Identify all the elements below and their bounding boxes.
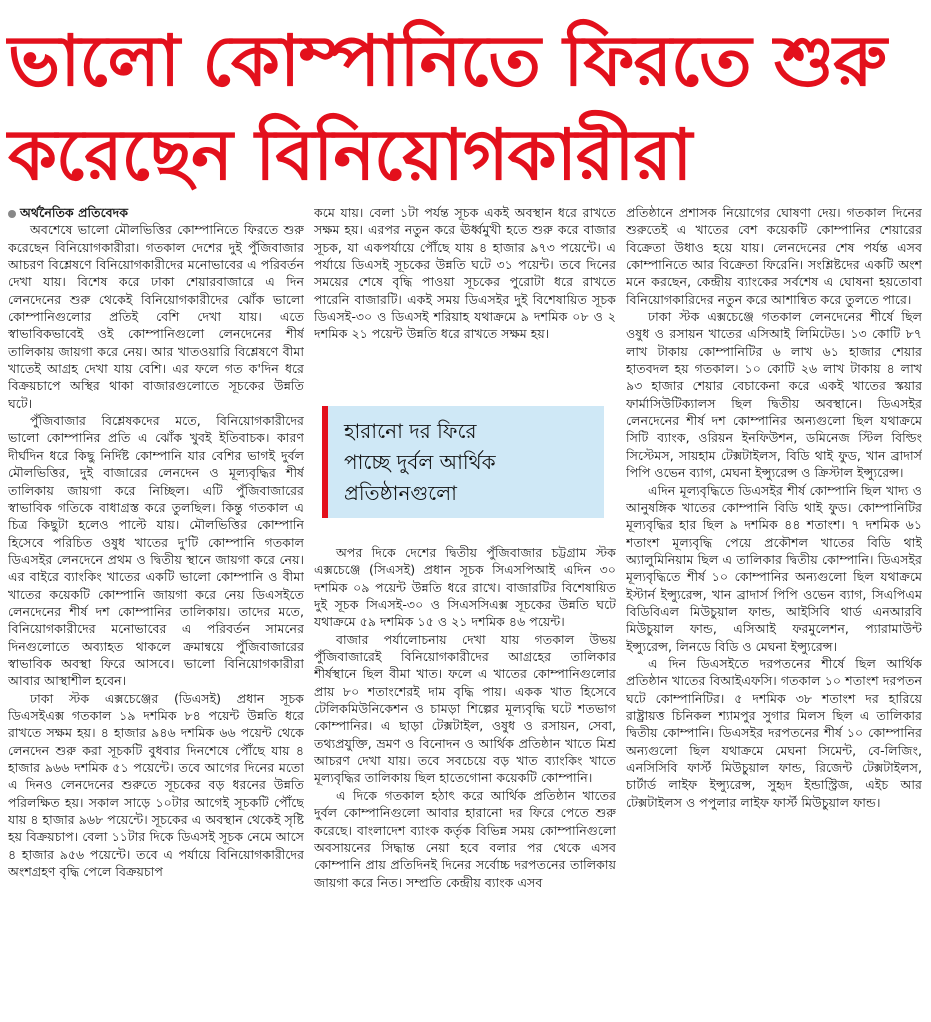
article-column-2-bottom [314, 544, 616, 1014]
paragraph: অবশেষে ভালো মৌলভিত্তির কোম্পানিতে ফিরতে শুরু করেছেন বিনিয়োগকারীরা। গতকাল দেশের দুই পুঁজিবাজার আচরণ বিশ্লেষণে বিনিয়োগকারীদের মনোভাবের এ পরিবর্তন দেখা যায়। বিশেষ করে ঢাকা শেয়ারবাজারে এ দিন লেনদেনের শুরু থেকেই বিনিয়োগকারীদের ঝোঁক ভালো কোম্পানিগুলোর প্রতিই বেশি দেখা যায়। এতে স্বাভাবিকভাবেই ওই কোম্পানিগুলো লেনদেনের শীর্ষ তালিকায় জায়গা করে নেয়। আর খাতওয়ারি বিশ্লেষণে বীমা খাতেই আগ্রহ দেখা যায় বেশি। এর ফলে গত ক'দিন ধরে বিক্রয়চাপে অস্থির থাকা বাজারগুলোতে সূচকের উন্নতি ঘটে। [8, 222, 304, 411]
paragraph: এ দিকে গতকাল হঠাৎ করে আর্থিক প্রতিষ্ঠান খাতের দুর্বল কোম্পানিগুলো আবার হারানো দর ফিরে পেতে শুরু করেছে। বাংলাদেশ ব্যাংক কর্তৃক বিভিন্ন সময় কোম্পানিগুলো অবসায়নের সিদ্ধান্ত নেয়া হবে বলার পর থেকে এসব কোম্পানি প্রায় প্রতিদিনই দিনের সর্বোচ্চ দরপতনের তালিকায় জায়গা করে নিত। সম্প্রতি কেন্দ্রীয় ব্যাংক এসব [314, 787, 616, 890]
bullet-icon [8, 210, 16, 218]
headline [8, 14, 923, 202]
paragraph: ঢাকা স্টক এক্সচেঞ্জের (ডিএসই) প্রধান সূচক ডিএসইএক্স গতকাল ১৯ দশমিক ৮৪ পয়েন্ট উন্নতি ধরে রাখতে সক্ষম হয়। ৪ হাজার ৯৪৬ দশমিক ৬৬ পয়েন্ট থেকে লেনদেন শুরু করা সূচকটি বুধবার দিনশেষে পৌঁছে যায় ৪ হাজার ৯৬৬ দশমিক ৫১ পয়েন্টে। তবে আগের দিনের মতো এ দিনও লেনদেনের শুরুতে সূচকের বড় ধরনের উন্নতি পরিলক্ষিত হয়। সকাল সাড়ে ১০টার আগেই সূচকটি পৌঁছে যায় ৪ হাজার ৯৬৮ পয়েন্টে। সূচকের এ অবস্থান থেকেই সৃষ্টি হয় বিক্রয়চাপ। বেলা ১১টার দিকে ডিএসই সূচক নেমে আসে ৪ হাজার ৯৫৬ পয়েন্টে। তবে এ পর্যায়ে বিনিয়োগকারীদের অংশগ্রহণ বৃদ্ধি পেলে বিক্রয়চাপ [8, 690, 304, 880]
article-column-1 [8, 204, 304, 1016]
paragraph: অপর দিকে দেশের দ্বিতীয় পুঁজিবাজার চট্টগ্রাম স্টক এক্সচেঞ্জে (সিএসই) প্রধান সূচক সিএসপিআই এদিন ৩০ দশমিক ০৯ পয়েন্ট উন্নতি ধরে রাখে। বাজারটির বিশেষায়িত দুই সূচক সিএসই-৩০ ও সিএসসিএক্স সূচকের উন্নতি ঘটে যথাক্রমে ৫৯ দশমিক ১৫ ও ২১ দশমিক ৪৬ পয়েন্ট। [314, 545, 616, 630]
article-column-3 [626, 204, 922, 1016]
paragraph: পুঁজিবাজার বিশ্লেষকদের মতে, বিনিয়োগকারীদের ভালো কোম্পানির প্রতি এ ঝোঁক খুবই ইতিবাচক। কারণ দীর্ঘদিন ধরে কিছু নির্দিষ্ট কোম্পানি যার বেশির ভাগই দুর্বল মৌলভিত্তির, দুই বাজারের লেনদেন ও মূল্যবৃদ্ধির শীর্ষ তালিকায় জায়গা করে নিচ্ছিল। এটি পুঁজিবাজারের স্বাভাবিক গতিকে বাধাগ্রস্ত করে তুলছিল। কিন্তু গতকাল এ চিত্র কিছুটা হলেও পাল্টে যায়। মৌলভিত্তির কোম্পানি হিসেবে পরিচিত ওষুধ খাতের দু'টি কোম্পানি গতকাল ডিএসইর লেনদেনে প্রথম ও দ্বিতীয় স্থানে জায়গা করে নেয়। এর বাইরে ব্যাংকিং খাতের একটি ভালো কোম্পানি ও বীমা খাতের কয়েকটি কোম্পানি জায়গা করে নেয় ডিএসইতে লেনদেনের শীর্ষ দশ কোম্পানির তালিকায়। তাদের মতে, বিনিয়োগকারীদের মনোভাবের এ পরিবর্তন সামনের দিনগুলোতে অব্যাহত থাকলে ক্রমান্বয়ে পুঁজিবাজারের স্বাভাবিক অবস্থা ফিরে আসবে। ভালো বিনিয়োগকারীরা আবার আস্থাশীল হবেন। [8, 413, 304, 689]
paragraph: বাজার পর্যালোচনায় দেখা যায় গতকাল উভয় পুঁজিবাজারেই বিনিয়োগকারীদের আগ্রহের তালিকার শীর্ষস্থানে ছিল বীমা খাত। ফলে এ খাতের কোম্পানিগুলোর প্রায় ৮০ শতাংশেরই দাম বৃদ্ধি পায়। একক খাত হিসেবে টেলিকমিউনিকেশন ও চামড়া শিল্পের মূল্যবৃদ্ধি ঘটে শতভাগ কোম্পানির। এ ছাড়া টেক্সটাইল, ওষুধ ও রসায়ন, সেবা, তথ্যপ্রযুক্তি, ভ্রমণ ও বিনোদন ও আর্থিক প্রতিষ্ঠান খাতে মিশ্র আচরণ দেখা যায়। তবে সবচেয়ে বড় খাত ব্যাংকিং খাতে মূল্যবৃদ্ধির তালিকায় ছিল হাতেগোনা কয়েকটি কোম্পানি। [314, 631, 616, 786]
paragraph: প্রতিষ্ঠানে প্রশাসক নিয়োগের ঘোষণা দেয়। গতকাল দিনের শুরুতেই এ খাতের বেশ কয়েকটি কোম্পানির শেয়ারের বিক্রেতা উধাও হয়ে যায়। লেনদেনের শেষ পর্যন্ত এসব কোম্পানিতে আর বিক্রেতা ফিরেনি। সংশ্লিষ্টদের একটি অংশ মনে করছেন, কেন্দ্রীয় ব্যাংকের সর্বশেষ এ ঘোষনা হয়তোবা বিনিয়োগকারিদের নতুন করে আশান্বিত করে তুলতে পারে। [626, 205, 922, 307]
article-column-2-top [314, 204, 616, 392]
headline-line-2: করেছেন বিনিয়োগকারীরা [8, 114, 692, 196]
subheading-line-2: পাচ্ছে দুর্বল আর্থিক [344, 450, 496, 474]
subheading-box [322, 406, 604, 518]
paragraph: ঢাকা স্টক এক্সচেঞ্জে গতকাল লেনদেনের শীর্ষে ছিল ওষুধ ও রসায়ন খাতের এসিআই লিমিটেড। ১৩ কোটি ৮৭ লাখ টাকায় কোম্পানিটির ৬ লাখ ৬১ হাজার শেয়ার হাতবদল হয় গতকাল। ১০ কোটি ২৬ লাখ টাকায় ৪ লাখ ৯৩ হাজার শেয়ার বেচাকেনা করে একই খাতের স্কয়ার ফার্মাসিউটিক্যালস ছিল দ্বিতীয় অবস্থানে। ডিএসইর লেনদেনের শীর্ষ দশ কোম্পানির অন্যগুলো ছিল যথাক্রমে সিটি ব্যাংক, ওরিয়ন ইনফিউশন, ডমিনেজ স্টিল বিল্ডিং সিস্টেমস, সায়হাম টেক্সটাইলস, বিডি থাই ফুড, খান ব্রাদার্স পিপি ওভেন ব্যাগ, মেঘনা ইন্স্যুরেন্স ও ক্রিস্টাল ইন্স্যুরেন্স। [626, 309, 922, 481]
paragraph: এ দিন ডিএসইতে দরপতনের শীর্ষে ছিল আর্থিক প্রতিষ্ঠান খাতের বিআইএফসি। গতকাল ১০ শতাংশ দরপতন ঘটে কোম্পানিটির। ৫ দশমিক ৩৮ শতাংশ দর হারিয়ে রাষ্ট্রায়ত্ত চিনিকল শ্যামপুর সুগার মিলস ছিল এ তালিকার দ্বিতীয় কোম্পানি। ডিএসইর দরপতনের শীর্ষ ১০ কোম্পানির অন্যগুলো ছিল যথাক্রমে মেঘনা সিমেন্ট, বে-লিজিং, এনসিসিবি ফার্স্ট মিউচুয়াল ফান্ড, রিজেন্ট টেক্সটাইলস, চার্টার্ড লাইফ ইন্স্যুরেন্স, সুহৃদ ইন্ডাস্ট্রিজ, এইচ আর টেক্সটাইলস ও পপুলার লাইফ ফার্স্ট মিউচুয়াল ফান্ড। [626, 655, 922, 810]
paragraph: এদিন মূল্যবৃদ্ধিতে ডিএসইর শীর্ষ কোম্পানি ছিল খাদ্য ও আনুষঙ্গিক খাতের কোম্পানি বিডি থাই ফুড। কোম্পানিটির মূল্যবৃদ্ধির হার ছিল ৯ দশমিক ৪৪ শতাংশ। ৭ দশমিক ৬১ শতাংশ মূল্যবৃদ্ধি পেয়ে প্রকৌশল খাতের বিডি থাই অ্যালুমিনিয়াম ছিল এ তালিকার দ্বিতীয় কোম্পানি। ডিএসইর মূল্যবৃদ্ধিতে শীর্ষ ১০ কোম্পানির অন্যগুলো ছিল যথাক্রমে ইস্টার্ন ইন্স্যুরেন্স, খান ব্রাদার্স পিপি ওভেন ব্যাগ, সিএপিএম বিডিবিএল মিউচুয়াল ফান্ড, আইসিবি থার্ড এনআরবি মিউচুয়াল ফান্ড, এসিআই ফরমুলেশন, প্যারামাউন্ট ইন্স্যুরেন্স, লিনডে বিডি ও মেঘনা ইন্স্যুরেন্স। [626, 482, 922, 654]
subheading-line-3: প্রতিষ্ঠানগুলো [344, 481, 457, 505]
headline-line-1: ভালো কোম্পানিতে ফিরতে শুরু [8, 20, 886, 102]
paragraph: কমে যায়। বেলা ১টা পর্যন্ত সূচক একই অবস্থান ধরে রাখতে সক্ষম হয়। এরপর নতুন করে ঊর্ধ্বমুখী হতে শুরু করে বাজার সূচক, যা একপর্যায়ে পৌঁছে যায় ৪ হাজার ৯৭৩ পয়েন্টে। এ পর্যায়ে ডিএসই সূচকের উন্নতি ঘটে ৩১ পয়েন্ট। তবে দিনের সময়ের শেষে বৃদ্ধি পাওয়া সূচকের পুরোটা ধরে রাখতে পারেনি বাজারটি। একই সময় ডিএসইর দুই বিশেষায়িত সূচক ডিএসই-৩০ ও ডিএসই শরিয়াহ যথাক্রমে ৯ দশমিক ০৮ ও ২ দশমিক ২১ পয়েন্ট উন্নতি ধরে রাখতে সক্ষম হয়। [314, 205, 616, 342]
paragraph [8, 204, 304, 221]
byline: অর্থনৈতিক প্রতিবেদক [20, 205, 129, 220]
subheading-line-1: হারানো দর ফিরে [344, 419, 477, 443]
